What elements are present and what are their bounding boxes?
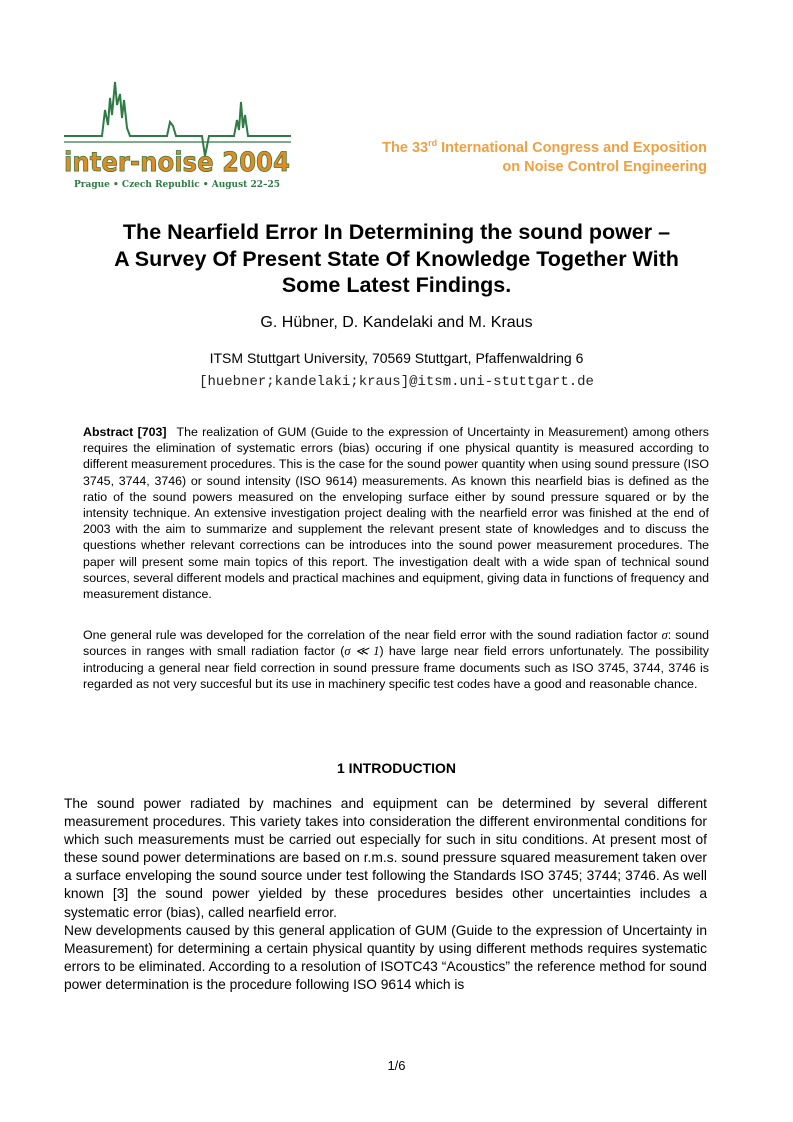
body-paragraph-2: New developments caused by this general application of GUM (Guide to the expression of Uncertainty in Measurement) for determining a certain physical quantity by using different methods requires systematic errors to be eliminated. According to a resolution of ISOTC43 “Acoustics” the reference method for sound power determination is the procedure following ISO 9614 which is	[64, 922, 707, 992]
logo-wordmark: inter-noise 2004	[64, 147, 290, 178]
sigma-symbol: σ	[661, 628, 668, 643]
title-line-3: Some Latest Findings.	[281, 273, 512, 297]
author-emails: [huebner;kandelaki;kraus]@itsm.uni-stuttgart.de	[199, 374, 594, 390]
section-heading: 1 INTRODUCTION	[337, 760, 456, 776]
skyline-graphic	[62, 70, 294, 192]
abstract-label: Abstract [703]	[83, 425, 167, 439]
abstract-text-1: The realization of GUM (Guide to the expression of Uncertainty in Measurement) among others requires the elimination of systematic errors (bias) occuring if one physical quantity is measured according to different measurement procedures. This is the case for the sound power quantity when using sound pressure (ISO 3745, 3744, 3746) or sound intensity (ISO 9614) measurements. As known this nearfield bias is defined as the ratio of the sound powers measured on the enveloping surface either by sound pressure squared or by the intensity technique. An extensive investigation project dealing with the nearfield error was finished at the end of 2003 with the aim to summarize and supplement the relevant present state of knowledges and to discuss the questions whether relevant corrections can be introduces into the sound power measurement procedures. The paper will present some main topics of this report. The investigation dealt with a wide span of technical sound sources, several different models and practical machines and equipment, giving data in functions of frequency and measurement distance.	[83, 425, 709, 602]
congress-line-2: on Noise Control Engineering	[502, 159, 707, 175]
ordinal-suffix: rd	[428, 138, 438, 148]
sigma-inequality: σ ≪ 1	[344, 644, 380, 659]
congress-line-1: The 33rd International Congress and Exposition	[382, 138, 707, 156]
authors: G. Hübner, D. Kandelaki and M. Kraus	[260, 314, 533, 331]
title-line-2: A Survey Of Present State Of Knowledge Together With	[114, 246, 679, 271]
abstract	[83, 424, 709, 692]
affiliation: ITSM Stuttgart University, 70569 Stuttgart, Pfaffenwaldring 6	[209, 350, 584, 366]
abstract-paragraph-1	[83, 424, 709, 602]
page-number: 1/6	[387, 1058, 406, 1073]
body-paragraph-1: The sound power radiated by machines and equipment can be determined by several different measurement procedures. This variety takes into consideration the different environmental conditions for which such measurements must be carried out especially for such in situ conditions. At present most of these sound power determinations are based on r.m.s. sound pressure squared measurement taken over a surface enveloping the sound source under test following the Standards ISO 3745; 3744; 3746. As well known [3] the sound power yielded by these procedures besides other uncertainties includes a systematic error (bias), called nearfield error.	[64, 796, 707, 920]
abstract-paragraph-2: One general rule was developed for the correlation of the near field error with the sound radiation factor σ: sound sources in ranges with small radiation factor (σ ≪ 1) have large near field errors unfortunately. The possibility introducing a general near field correction in sound pressure frame documents such as ISO 3745, 3744, 3746 is regarded as not very succesful but its use in machinery specific test codes have a good and reasonable chance.	[83, 628, 709, 691]
title-line-1: The Nearfield Error In Determining the sound power –	[122, 220, 671, 244]
congress-header	[382, 139, 707, 177]
body-text	[64, 795, 707, 994]
conference-logo	[62, 70, 294, 192]
paper-title	[60, 219, 733, 299]
logo-tagline: Prague • Czech Republic • August 22–25	[73, 180, 281, 190]
